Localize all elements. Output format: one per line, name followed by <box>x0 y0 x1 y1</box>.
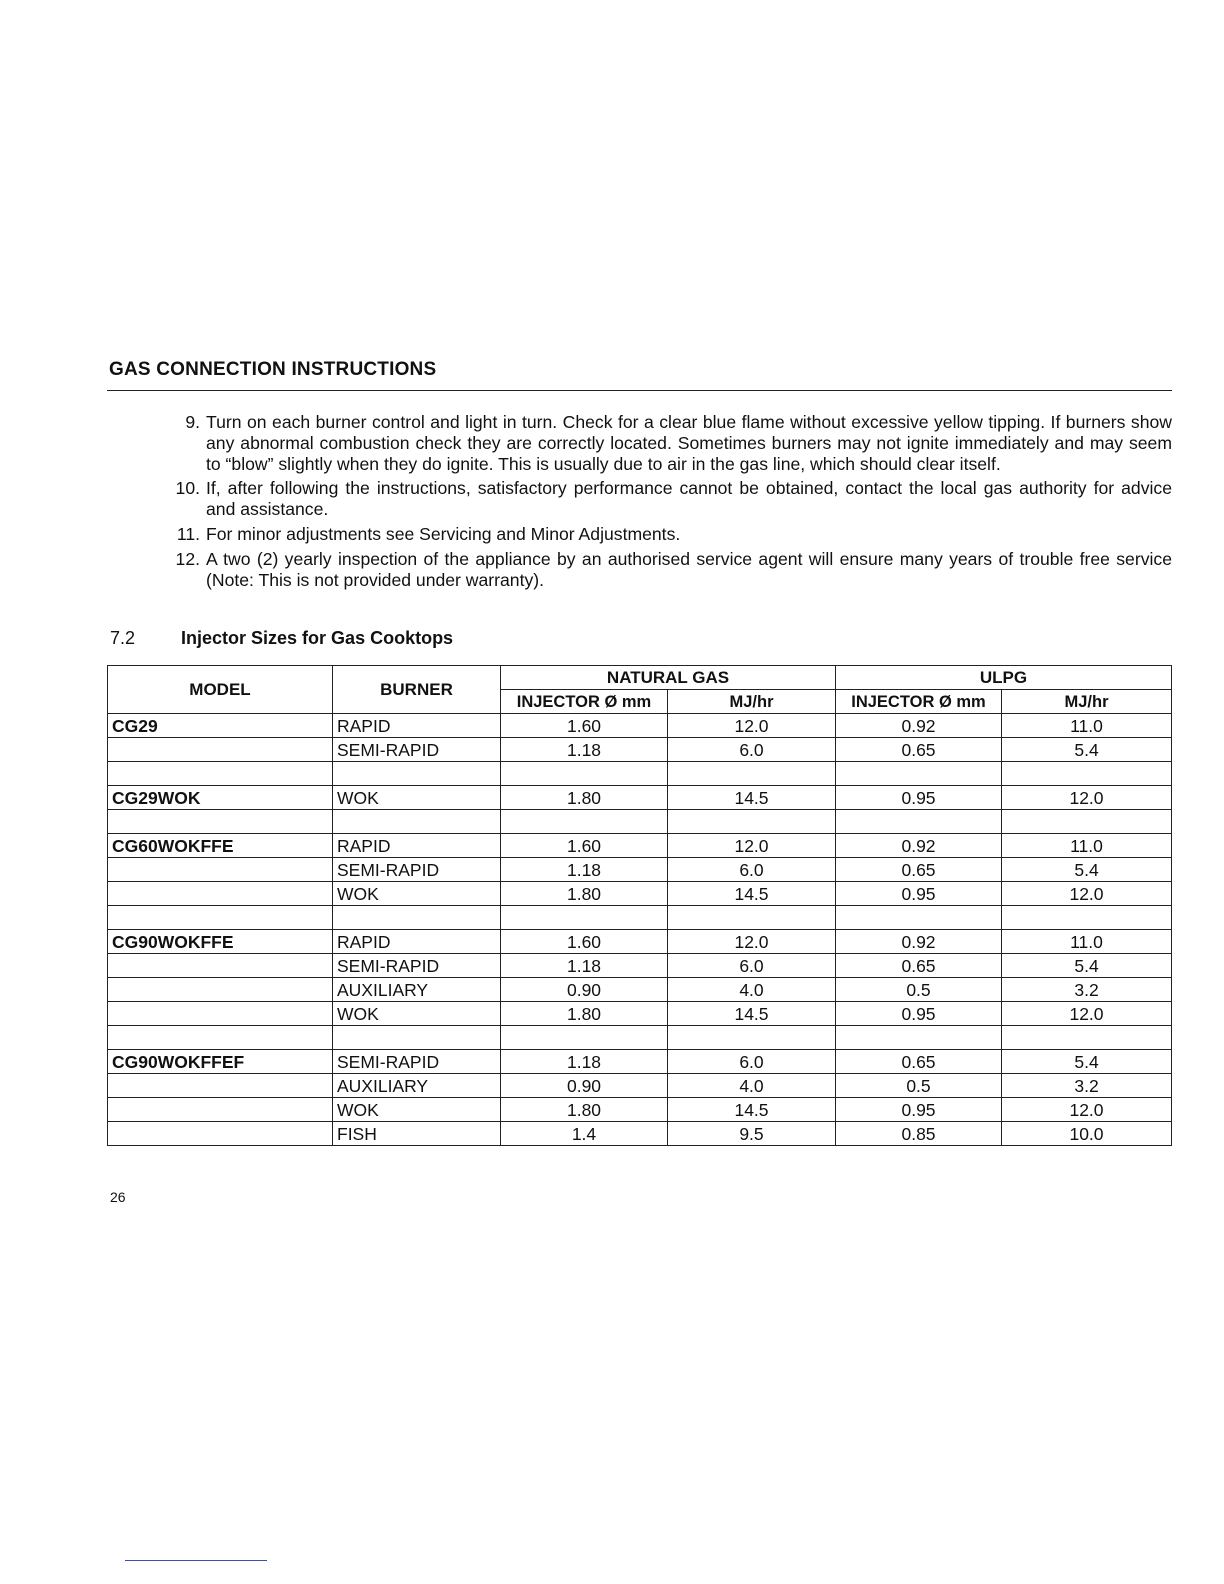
cell-ulpg-mjhr: 5.4 <box>1002 1050 1172 1074</box>
instruction-number: 12. <box>175 548 200 569</box>
table-row <box>108 882 1172 906</box>
cell-ulpg-injector: 0.92 <box>836 834 1002 858</box>
cell-ng-injector: 1.80 <box>501 882 668 906</box>
footer-line <box>125 1560 267 1561</box>
cell-ulpg-mjhr: 12.0 <box>1002 1002 1172 1026</box>
cell-model <box>108 1026 333 1050</box>
cell-model <box>108 810 333 834</box>
instruction-number: 9. <box>185 412 200 432</box>
instruction-list <box>160 412 1172 594</box>
cell-model <box>108 1122 333 1146</box>
instruction-item <box>160 524 1172 545</box>
cell-ng-injector: 1.18 <box>501 1050 668 1074</box>
cell-ng-mjhr <box>668 810 836 834</box>
instruction-text: A two (2) yearly inspection of the appliance by an authorised service agent will ensure many years of trouble free service (Note: This is not provided under warranty). <box>206 548 1172 590</box>
cell-ng-mjhr: 14.5 <box>668 882 836 906</box>
cell-model <box>108 1002 333 1026</box>
cell-burner <box>333 762 501 786</box>
cell-ulpg-injector <box>836 906 1002 930</box>
cell-ulpg-mjhr: 10.0 <box>1002 1122 1172 1146</box>
table-row <box>108 978 1172 1002</box>
cell-ng-injector <box>501 762 668 786</box>
cell-ng-mjhr: 12.0 <box>668 714 836 738</box>
cell-ulpg-injector <box>836 762 1002 786</box>
cell-ng-injector <box>501 906 668 930</box>
cell-ulpg-mjhr <box>1002 762 1172 786</box>
cell-ng-injector: 0.90 <box>501 1074 668 1098</box>
table-row <box>108 1122 1172 1146</box>
table-row <box>108 1026 1172 1050</box>
cell-ng-mjhr: 14.5 <box>668 786 836 810</box>
cell-burner <box>333 1026 501 1050</box>
table-row <box>108 1050 1172 1074</box>
cell-burner: WOK <box>333 1098 501 1122</box>
table-row <box>108 810 1172 834</box>
cell-ulpg-mjhr <box>1002 810 1172 834</box>
cell-ng-mjhr <box>668 762 836 786</box>
instruction-number: 11. <box>176 523 200 544</box>
cell-ng-injector: 1.4 <box>501 1122 668 1146</box>
cell-ulpg-mjhr: 5.4 <box>1002 954 1172 978</box>
cell-model <box>108 858 333 882</box>
cell-burner: RAPID <box>333 714 501 738</box>
header-model: MODEL <box>108 666 333 714</box>
cell-ng-mjhr: 4.0 <box>668 978 836 1002</box>
cell-ulpg-injector: 0.95 <box>836 1098 1002 1122</box>
cell-ng-mjhr: 12.0 <box>668 930 836 954</box>
instruction-text: Turn on each burner control and light in turn. Check for a clear blue flame without excessive yellow tipping. If burners show any abnormal combustion check they are correctly located. Sometimes burners may not ignite immediately and may seem to “blow” slightly when they do ignite. This is usually due to air in the gas line, which should clear itself. <box>206 412 1172 474</box>
cell-ng-injector <box>501 810 668 834</box>
cell-ulpg-injector: 0.92 <box>836 714 1002 738</box>
cell-ulpg-injector <box>836 1026 1002 1050</box>
cell-ng-injector: 1.80 <box>501 786 668 810</box>
cell-ng-mjhr <box>668 906 836 930</box>
cell-burner: RAPID <box>333 930 501 954</box>
cell-ulpg-mjhr: 11.0 <box>1002 714 1172 738</box>
cell-ng-mjhr: 9.5 <box>668 1122 836 1146</box>
cell-ng-mjhr: 6.0 <box>668 1050 836 1074</box>
cell-ng-injector: 1.80 <box>501 1002 668 1026</box>
cell-model <box>108 762 333 786</box>
cell-ulpg-mjhr: 3.2 <box>1002 1074 1172 1098</box>
cell-ulpg-mjhr: 11.0 <box>1002 834 1172 858</box>
instruction-item <box>160 412 1172 474</box>
cell-ng-injector: 1.60 <box>501 930 668 954</box>
cell-ng-injector: 1.80 <box>501 1098 668 1122</box>
cell-burner: AUXILIARY <box>333 978 501 1002</box>
cell-model <box>108 738 333 762</box>
cell-ng-injector: 1.18 <box>501 954 668 978</box>
cell-ulpg-mjhr <box>1002 906 1172 930</box>
cell-burner: WOK <box>333 882 501 906</box>
cell-ng-mjhr: 6.0 <box>668 954 836 978</box>
cell-burner: FISH <box>333 1122 501 1146</box>
table-row <box>108 954 1172 978</box>
instruction-item <box>160 549 1172 591</box>
header-ulpg-injector: INJECTOR Ø mm <box>836 690 1002 714</box>
cell-model <box>108 1074 333 1098</box>
header-burner: BURNER <box>333 666 501 714</box>
cell-ulpg-mjhr: 5.4 <box>1002 738 1172 762</box>
cell-ng-injector: 1.60 <box>501 714 668 738</box>
cell-model <box>108 954 333 978</box>
cell-ulpg-mjhr: 11.0 <box>1002 930 1172 954</box>
cell-model <box>108 882 333 906</box>
cell-burner <box>333 810 501 834</box>
cell-ulpg-injector <box>836 810 1002 834</box>
cell-ng-injector: 0.90 <box>501 978 668 1002</box>
cell-ulpg-mjhr: 12.0 <box>1002 786 1172 810</box>
cell-ulpg-mjhr: 12.0 <box>1002 1098 1172 1122</box>
header-ulpg: ULPG <box>836 666 1172 690</box>
cell-model: CG90WOKFFE <box>108 930 333 954</box>
cell-ulpg-injector: 0.85 <box>836 1122 1002 1146</box>
cell-ulpg-injector: 0.65 <box>836 858 1002 882</box>
header-ng-injector: INJECTOR Ø mm <box>501 690 668 714</box>
cell-ulpg-injector: 0.95 <box>836 882 1002 906</box>
instruction-text: For minor adjustments see Servicing and Minor Adjustments. <box>206 523 681 544</box>
cell-ng-injector: 1.18 <box>501 738 668 762</box>
table-row <box>108 1074 1172 1098</box>
cell-model <box>108 1098 333 1122</box>
table-body <box>108 714 1172 1146</box>
table-header-row <box>108 666 1172 690</box>
cell-model: CG90WOKFFEF <box>108 1050 333 1074</box>
cell-ulpg-injector: 0.65 <box>836 1050 1002 1074</box>
cell-burner <box>333 906 501 930</box>
cell-ng-mjhr: 6.0 <box>668 738 836 762</box>
cell-ng-mjhr <box>668 1026 836 1050</box>
instruction-item <box>160 478 1172 520</box>
section-title: Injector Sizes for Gas Cooktops <box>181 628 454 648</box>
cell-model: CG29 <box>108 714 333 738</box>
cell-ulpg-mjhr <box>1002 1026 1172 1050</box>
table-row <box>108 714 1172 738</box>
table-row <box>108 738 1172 762</box>
injector-table <box>107 665 1172 1146</box>
section-heading <box>110 628 453 649</box>
cell-ng-mjhr: 4.0 <box>668 1074 836 1098</box>
cell-model <box>108 978 333 1002</box>
cell-ng-injector: 1.60 <box>501 834 668 858</box>
header-ng-mjhr: MJ/hr <box>668 690 836 714</box>
cell-ng-injector: 1.18 <box>501 858 668 882</box>
cell-ulpg-injector: 0.5 <box>836 1074 1002 1098</box>
cell-ulpg-injector: 0.92 <box>836 930 1002 954</box>
table-row <box>108 786 1172 810</box>
section-number: 7.2 <box>110 628 136 648</box>
header-natural-gas: NATURAL GAS <box>501 666 836 690</box>
cell-ulpg-injector: 0.5 <box>836 978 1002 1002</box>
table-row <box>108 1002 1172 1026</box>
cell-ng-mjhr: 6.0 <box>668 858 836 882</box>
table-row <box>108 834 1172 858</box>
cell-ulpg-injector: 0.65 <box>836 738 1002 762</box>
cell-ulpg-mjhr: 3.2 <box>1002 978 1172 1002</box>
cell-burner: WOK <box>333 1002 501 1026</box>
header-ulpg-mjhr: MJ/hr <box>1002 690 1172 714</box>
page-title: GAS CONNECTION INSTRUCTIONS <box>109 359 437 380</box>
page-number: 26 <box>110 1189 126 1205</box>
cell-ulpg-mjhr: 12.0 <box>1002 882 1172 906</box>
instruction-number: 10. <box>175 478 200 499</box>
cell-model: CG60WOKFFE <box>108 834 333 858</box>
instruction-text: If, after following the instructions, satisfactory performance cannot be obtained, contact the local gas authority for advice and assistance. <box>206 478 1172 520</box>
cell-ulpg-injector: 0.95 <box>836 1002 1002 1026</box>
cell-ulpg-mjhr: 5.4 <box>1002 858 1172 882</box>
cell-ulpg-injector: 0.65 <box>836 954 1002 978</box>
cell-burner: SEMI-RAPID <box>333 1050 501 1074</box>
cell-ng-mjhr: 14.5 <box>668 1098 836 1122</box>
cell-burner: WOK <box>333 786 501 810</box>
table-row <box>108 858 1172 882</box>
cell-ng-mjhr: 14.5 <box>668 1002 836 1026</box>
title-divider <box>107 390 1172 391</box>
cell-model: CG29WOK <box>108 786 333 810</box>
cell-burner: AUXILIARY <box>333 1074 501 1098</box>
table-row <box>108 930 1172 954</box>
cell-ulpg-injector: 0.95 <box>836 786 1002 810</box>
cell-ng-mjhr: 12.0 <box>668 834 836 858</box>
table-row <box>108 906 1172 930</box>
table-row <box>108 1098 1172 1122</box>
cell-burner: SEMI-RAPID <box>333 954 501 978</box>
cell-ng-injector <box>501 1026 668 1050</box>
cell-burner: SEMI-RAPID <box>333 738 501 762</box>
cell-model <box>108 906 333 930</box>
cell-burner: RAPID <box>333 834 501 858</box>
table-row <box>108 762 1172 786</box>
cell-burner: SEMI-RAPID <box>333 858 501 882</box>
